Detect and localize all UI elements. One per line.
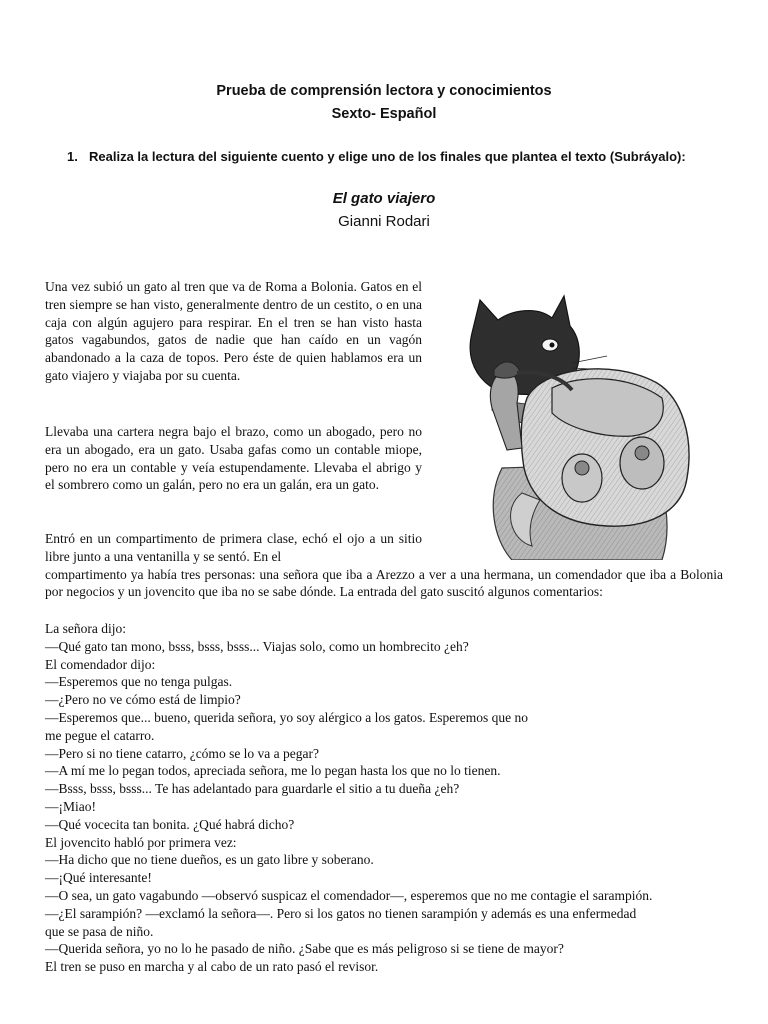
- dialogue-line: —Bsss, bsss, bsss... Te has adelantado para guardarle el sitio a tu dueña ¿eh?: [45, 781, 460, 797]
- dialogue-line: El jovencito habló por primera vez:: [45, 834, 237, 850]
- story-paragraph-1: Una vez subió un gato al tren que va de Roma a Bolonia. Gatos en el tren siempre se han visto, generalmente dentro de un cestito, o en una caja con algún agujero para respirar. En el tren se han visto hasta gatos vagabundos, gatos de nadie que han caído en un vagón abandonado a la caza de topos. Pero éste de quien hablamos era un gato viajero y viajaba por su cuenta.: [45, 279, 422, 383]
- story-paragraph-3-start: Entró en un compartimento de primera clase, echó el ojo a un sitio libre junto a una ventanilla y se sentó. En el: [45, 531, 422, 564]
- dialogue-line: El tren se puso en marcha y al cabo de un rato pasó el revisor.: [45, 959, 379, 975]
- story-paragraph-3-continued: compartimento ya había tres personas: una señora que iba a Arezzo a ver a una hermana, un comendador que iba a Bolonia por negocios y un jovencito que iba no se sabe dónde. La entrada del gato suscitó algunos comentarios:: [45, 566, 723, 600]
- dialogue-line: —¡Miao!: [45, 798, 96, 814]
- story-title: El gato viajero: [332, 190, 436, 207]
- dialogue-line: —Esperemos que... bueno, querida señora, yo soy alérgico a los gatos. Esperemos que no: [45, 709, 529, 725]
- dialogue-line: —Qué vocecita tan bonita. ¿Qué habrá dicho?: [45, 816, 295, 832]
- document-subtitle: Sexto- Español: [331, 106, 437, 122]
- dialogue-line: —Querida señora, yo no lo he pasado de niño. ¿Sabe que es más peligroso si se tiene de mayor?: [45, 941, 564, 957]
- story-dialogue: [45, 620, 735, 976]
- dialogue-line: —Pero si no tiene catarro, ¿cómo se lo va a pegar?: [45, 745, 320, 761]
- dialogue-line: —Qué gato tan mono, bsss, bsss, bsss... Viajas solo, como un hombrecito ¿eh?: [45, 638, 469, 654]
- dialogue-line: La señora dijo:: [45, 621, 126, 636]
- cat-with-backpack-illustration: [432, 278, 708, 560]
- story-paragraph-3: [45, 530, 723, 601]
- dialogue-line: —A mí me lo pegan todos, apreciada señora, me lo pegan hasta los que no lo tienen.: [45, 763, 501, 779]
- dialogue-line: —Esperemos que no tenga pulgas.: [45, 674, 233, 690]
- dialogue-line: que se pasa de niño.: [45, 923, 154, 939]
- instruction-number: 1.: [67, 149, 78, 164]
- dialogue-line: —Ha dicho que no tiene dueños, es un gato libre y soberano.: [45, 852, 374, 868]
- dialogue-line: —¿Pero no ve cómo está de limpio?: [45, 692, 241, 708]
- instruction-text: Realiza la lectura del siguiente cuento y elige uno de los finales que plantea el texto (Subráyalo):: [89, 149, 686, 164]
- story-paragraph-2: Llevaba una cartera negra bajo el brazo, como un abogado, pero no era un abogado, era un gato. Usaba gafas como un contable miope, pero no era un contable y veía estupendamente. Llevaba el abrigo y el sombrero como un galán, pero no era un galán, era un gato.: [45, 424, 422, 493]
- story-author: Gianni Rodari: [338, 213, 430, 230]
- dialogue-line: —¿El sarampión? —exclamó la señora—. Pero si los gatos no tienen sarampión y además es una enfermedad: [45, 905, 637, 921]
- dialogue-line: —O sea, un gato vagabundo —observó suspicaz el comendador—, esperemos que no me contagie el sarampión.: [45, 887, 653, 903]
- dialogue-line: El comendador dijo:: [45, 656, 156, 672]
- document-title: Prueba de comprensión lectora y conocimientos: [216, 83, 552, 99]
- dialogue-line: —¡Qué interesante!: [45, 870, 152, 886]
- dialogue-line: me pegue el catarro.: [45, 727, 155, 743]
- instruction-item: [67, 149, 747, 164]
